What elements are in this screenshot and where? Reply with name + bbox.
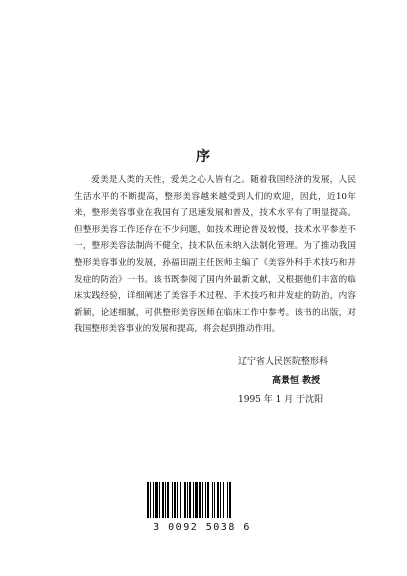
signature-institution: 辽宁省人民医院整形科	[238, 357, 329, 367]
preface-paragraph: 爱美是人类的天性，爱美之心人皆有之。随着我国经济的发展，人民生活水平的不断提高，整形美容越来越受到人们的欢迎，因此，近10年来，整形美容事业在我国有了迅速发展和普及，技术水平有了明显提高。但整形美容工作还存在不少问题，如技术理论普及较慢，技术水平参差不一，整形美容法制尚不健全，技术队伍未纳入法制化管理。为了推动我国整形美容事业的发展，孙福田副主任医师主编了《美容外科手术技巧和并发症的防治》一书。该书既参阅了国内外最新文献，又根据他们丰富的临床实践经验，详细阐述了美容手术过程、手术技巧和并发症的防治，内容新颖，论述细腻，可供整形美容医师在临床工作中参考。该书的出版，对我国整形美容事业的发展和提高，将会起到推动作用。	[74, 175, 356, 335]
barcode-digits: 3 0092 5038 6	[153, 522, 251, 533]
barcode-bar	[231, 482, 232, 518]
signature-author: 高景恒 教授	[272, 376, 321, 386]
barcode-bars	[147, 482, 259, 518]
signature-date-place: 1995 年 1 月 于沈阳	[238, 395, 324, 405]
preface-title: 序	[196, 149, 211, 165]
library-barcode	[141, 482, 263, 540]
